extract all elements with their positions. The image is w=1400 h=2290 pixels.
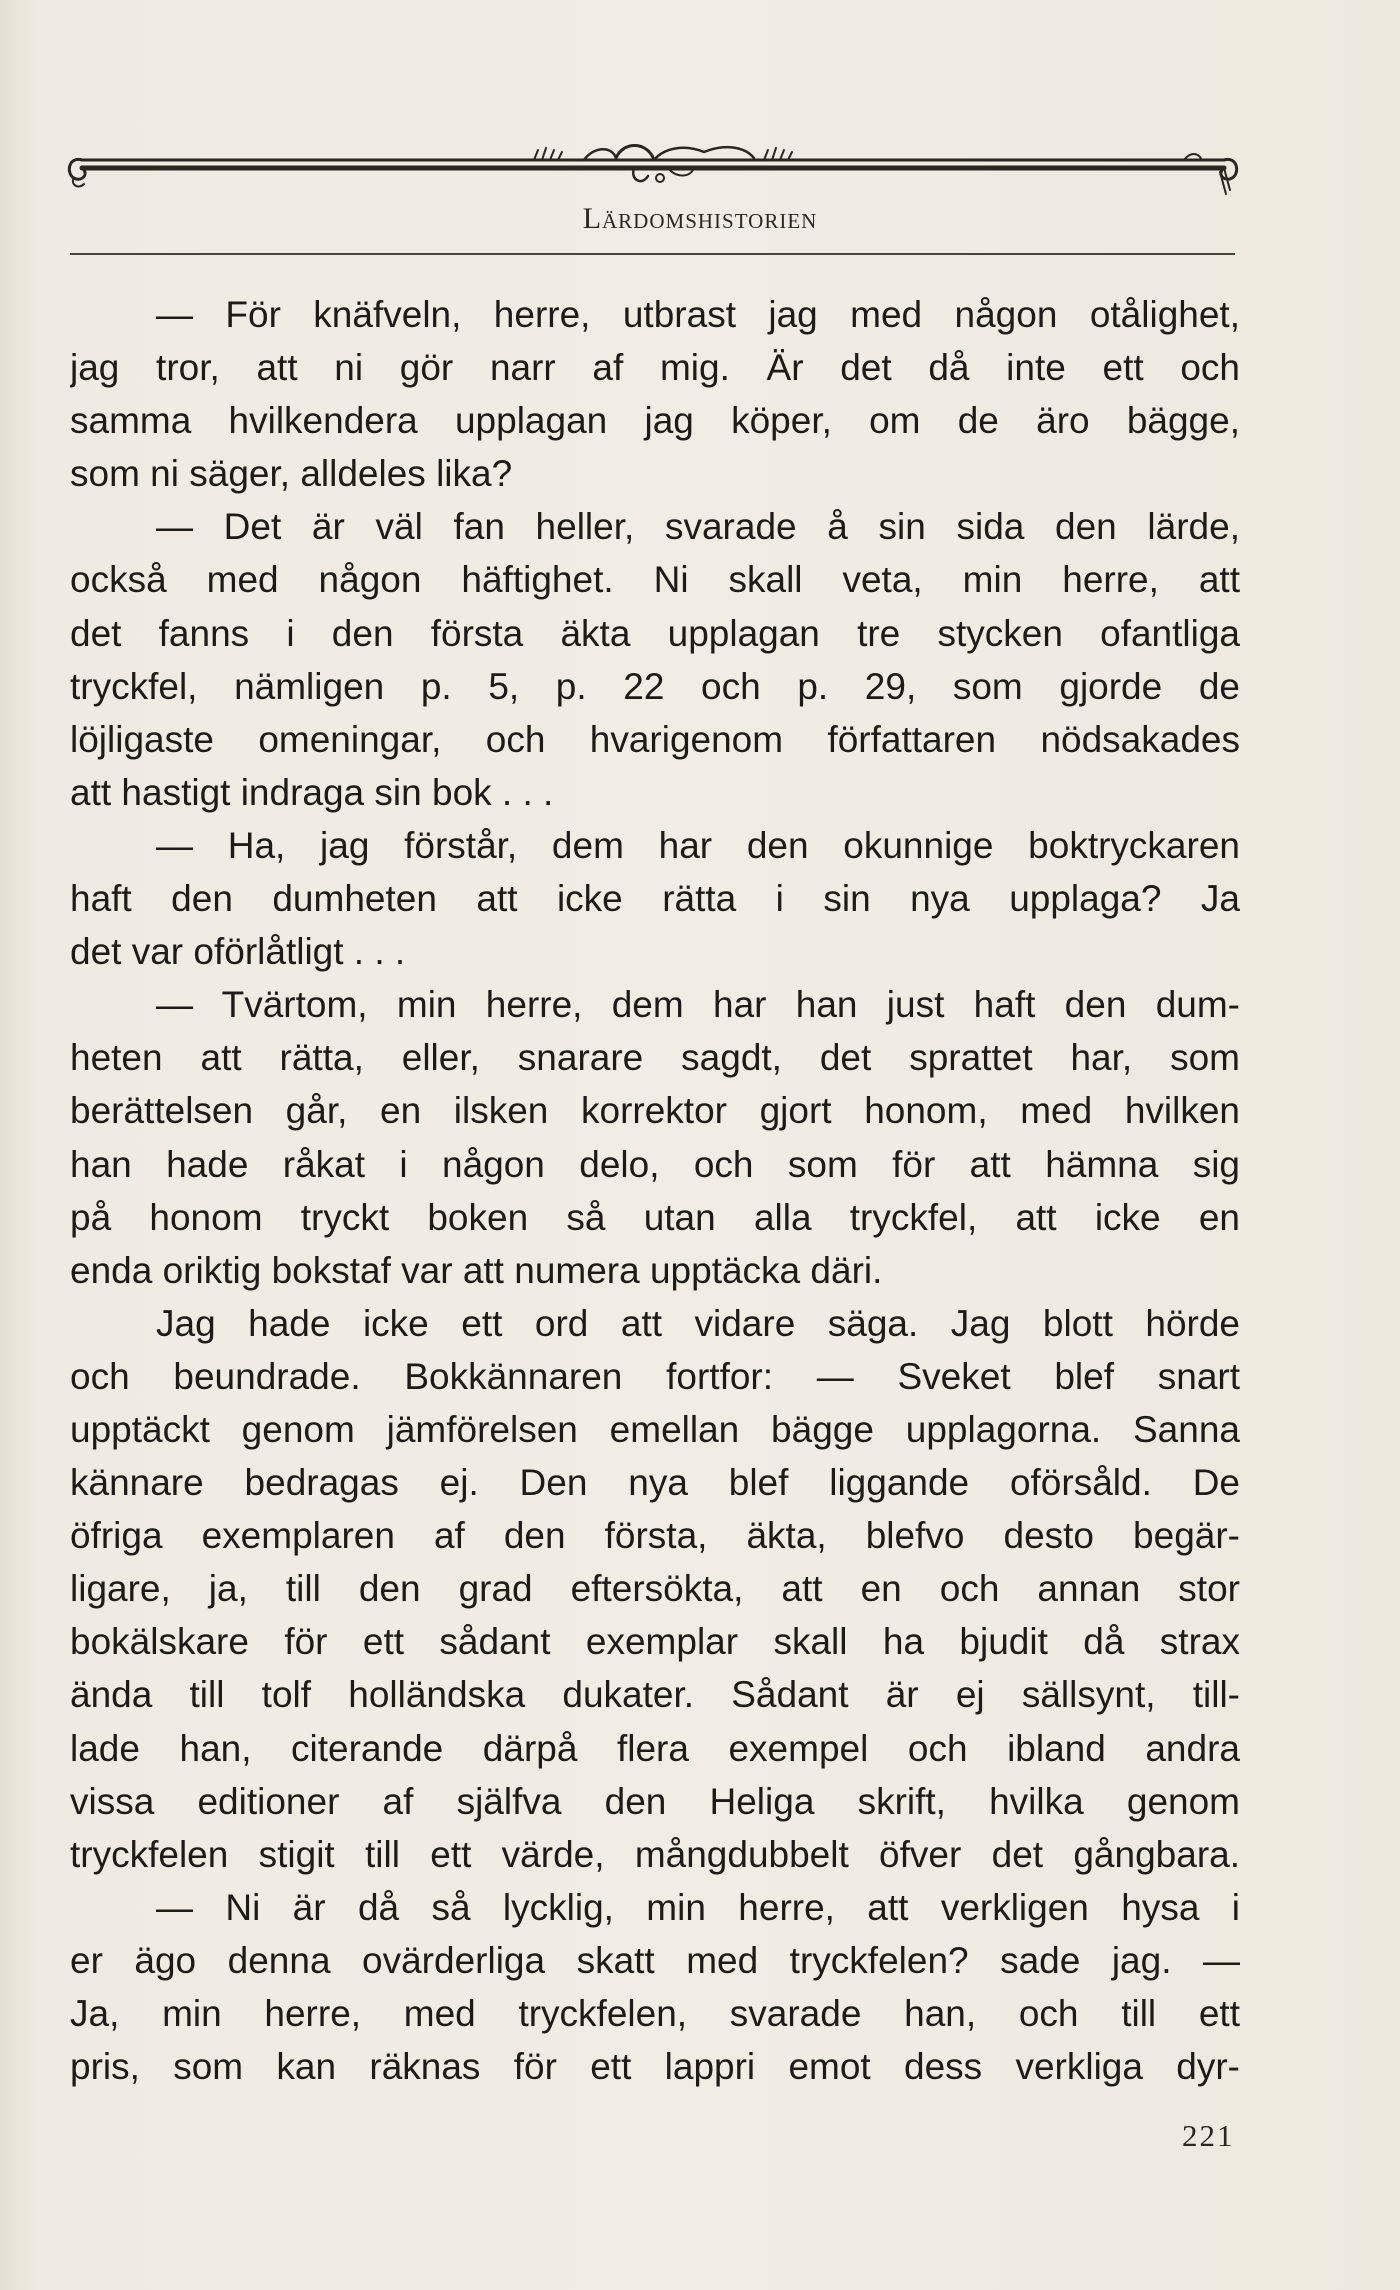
text-line: att hastigt indraga sin bok . . .: [70, 771, 554, 813]
text-line: det var oförlåtligt . . .: [70, 931, 406, 973]
text-line: ända till tolf holländska dukater. Sådant är ej sällsynt, till-: [70, 1674, 1240, 1716]
running-head: Lärdomshistorien: [582, 202, 818, 235]
text-line: ligare, ja, till den grad eftersökta, att en och annan stor: [70, 1568, 1240, 1610]
text-line: tryckfelen stigit till ett värde, mångdubbelt öfver det gångbara.: [70, 1833, 1240, 1875]
text-line: löjligaste omeningar, och hvarigenom författaren nödsakades: [70, 718, 1240, 760]
text-line: också med någon häftighet. Ni skall veta, min herre, att: [70, 559, 1240, 601]
text-line: upptäckt genom jämförelsen emellan bägge upplagorna. Sanna: [70, 1408, 1240, 1450]
text-line: jag tror, att ni gör narr af mig. Är det då inte ett och: [70, 347, 1240, 389]
text-line: lade han, citerande därpå flera exempel och ibland andra: [70, 1727, 1240, 1769]
text-line: som ni säger, alldeles lika?: [70, 453, 513, 495]
text-line: det fanns i den första äkta upplagan tre stycken ofantliga: [70, 612, 1240, 654]
text-line: — Ni är då så lycklig, min herre, att verkligen hysa i: [156, 1886, 1240, 1928]
text-line: er ägo denna ovärderliga skatt med tryckfelen? sade jag. —: [70, 1939, 1240, 1981]
header-rule: [70, 253, 1235, 255]
text-line: — Det är väl fan heller, svarade å sin sida den lärde,: [156, 506, 1240, 548]
body-text: [70, 288, 1240, 2093]
text-line: — Ha, jag förstår, dem har den okunnige boktryckaren: [156, 824, 1240, 866]
text-line: pris, som kan räknas för ett lappri emot dess verkliga dyr-: [70, 2046, 1240, 2088]
page-number: 221: [1182, 2118, 1235, 2153]
text-line: haft den dumheten att icke rätta i sin nya upplaga? Ja: [70, 878, 1240, 920]
text-line: enda oriktig bokstaf var att numera upptäcka däri.: [70, 1249, 883, 1291]
text-line: Ja, min herre, med tryckfelen, svarade han, och till ett: [70, 1993, 1240, 2034]
text-line: öfriga exemplaren af den första, äkta, blefvo desto begär-: [70, 1515, 1240, 1557]
text-line: tryckfel, nämligen p. 5, p. 22 och p. 29, som gjorde de: [70, 665, 1240, 707]
text-line: — Tvärtom, min herre, dem har han just haft den dum-: [156, 984, 1240, 1026]
text-line: heten att rätta, eller, snarare sagdt, det sprattet har, som: [70, 1037, 1240, 1079]
text-line: Jag hade icke ett ord att vidare säga. Jag blott hörde: [156, 1302, 1240, 1344]
text-line: bokälskare för ett sådant exemplar skall ha bjudit då strax: [70, 1621, 1240, 1663]
text-line: han hade råkat i någon delo, och som för att hämna sig: [70, 1143, 1240, 1185]
text-line: — För knäfveln, herre, utbrast jag med någon otålighet,: [156, 294, 1240, 335]
text-line: kännare bedragas ej. Den nya blef liggande oförsåld. De: [70, 1462, 1240, 1504]
text-line: och beundrade. Bokkännaren fortfor: — Sveket blef snart: [70, 1355, 1240, 1397]
text-line: på honom tryckt boken så utan alla tryckfel, att icke en: [70, 1196, 1240, 1238]
text-line: berättelsen går, en ilsken korrektor gjort honom, med hvilken: [70, 1090, 1240, 1132]
text-line: samma hvilkendera upplagan jag köper, om de äro bägge,: [70, 400, 1240, 442]
text-line: vissa editioner af själfva den Heliga skrift, hvilka genom: [70, 1780, 1240, 1822]
vine-scroll-ornament-icon: [64, 138, 1242, 198]
